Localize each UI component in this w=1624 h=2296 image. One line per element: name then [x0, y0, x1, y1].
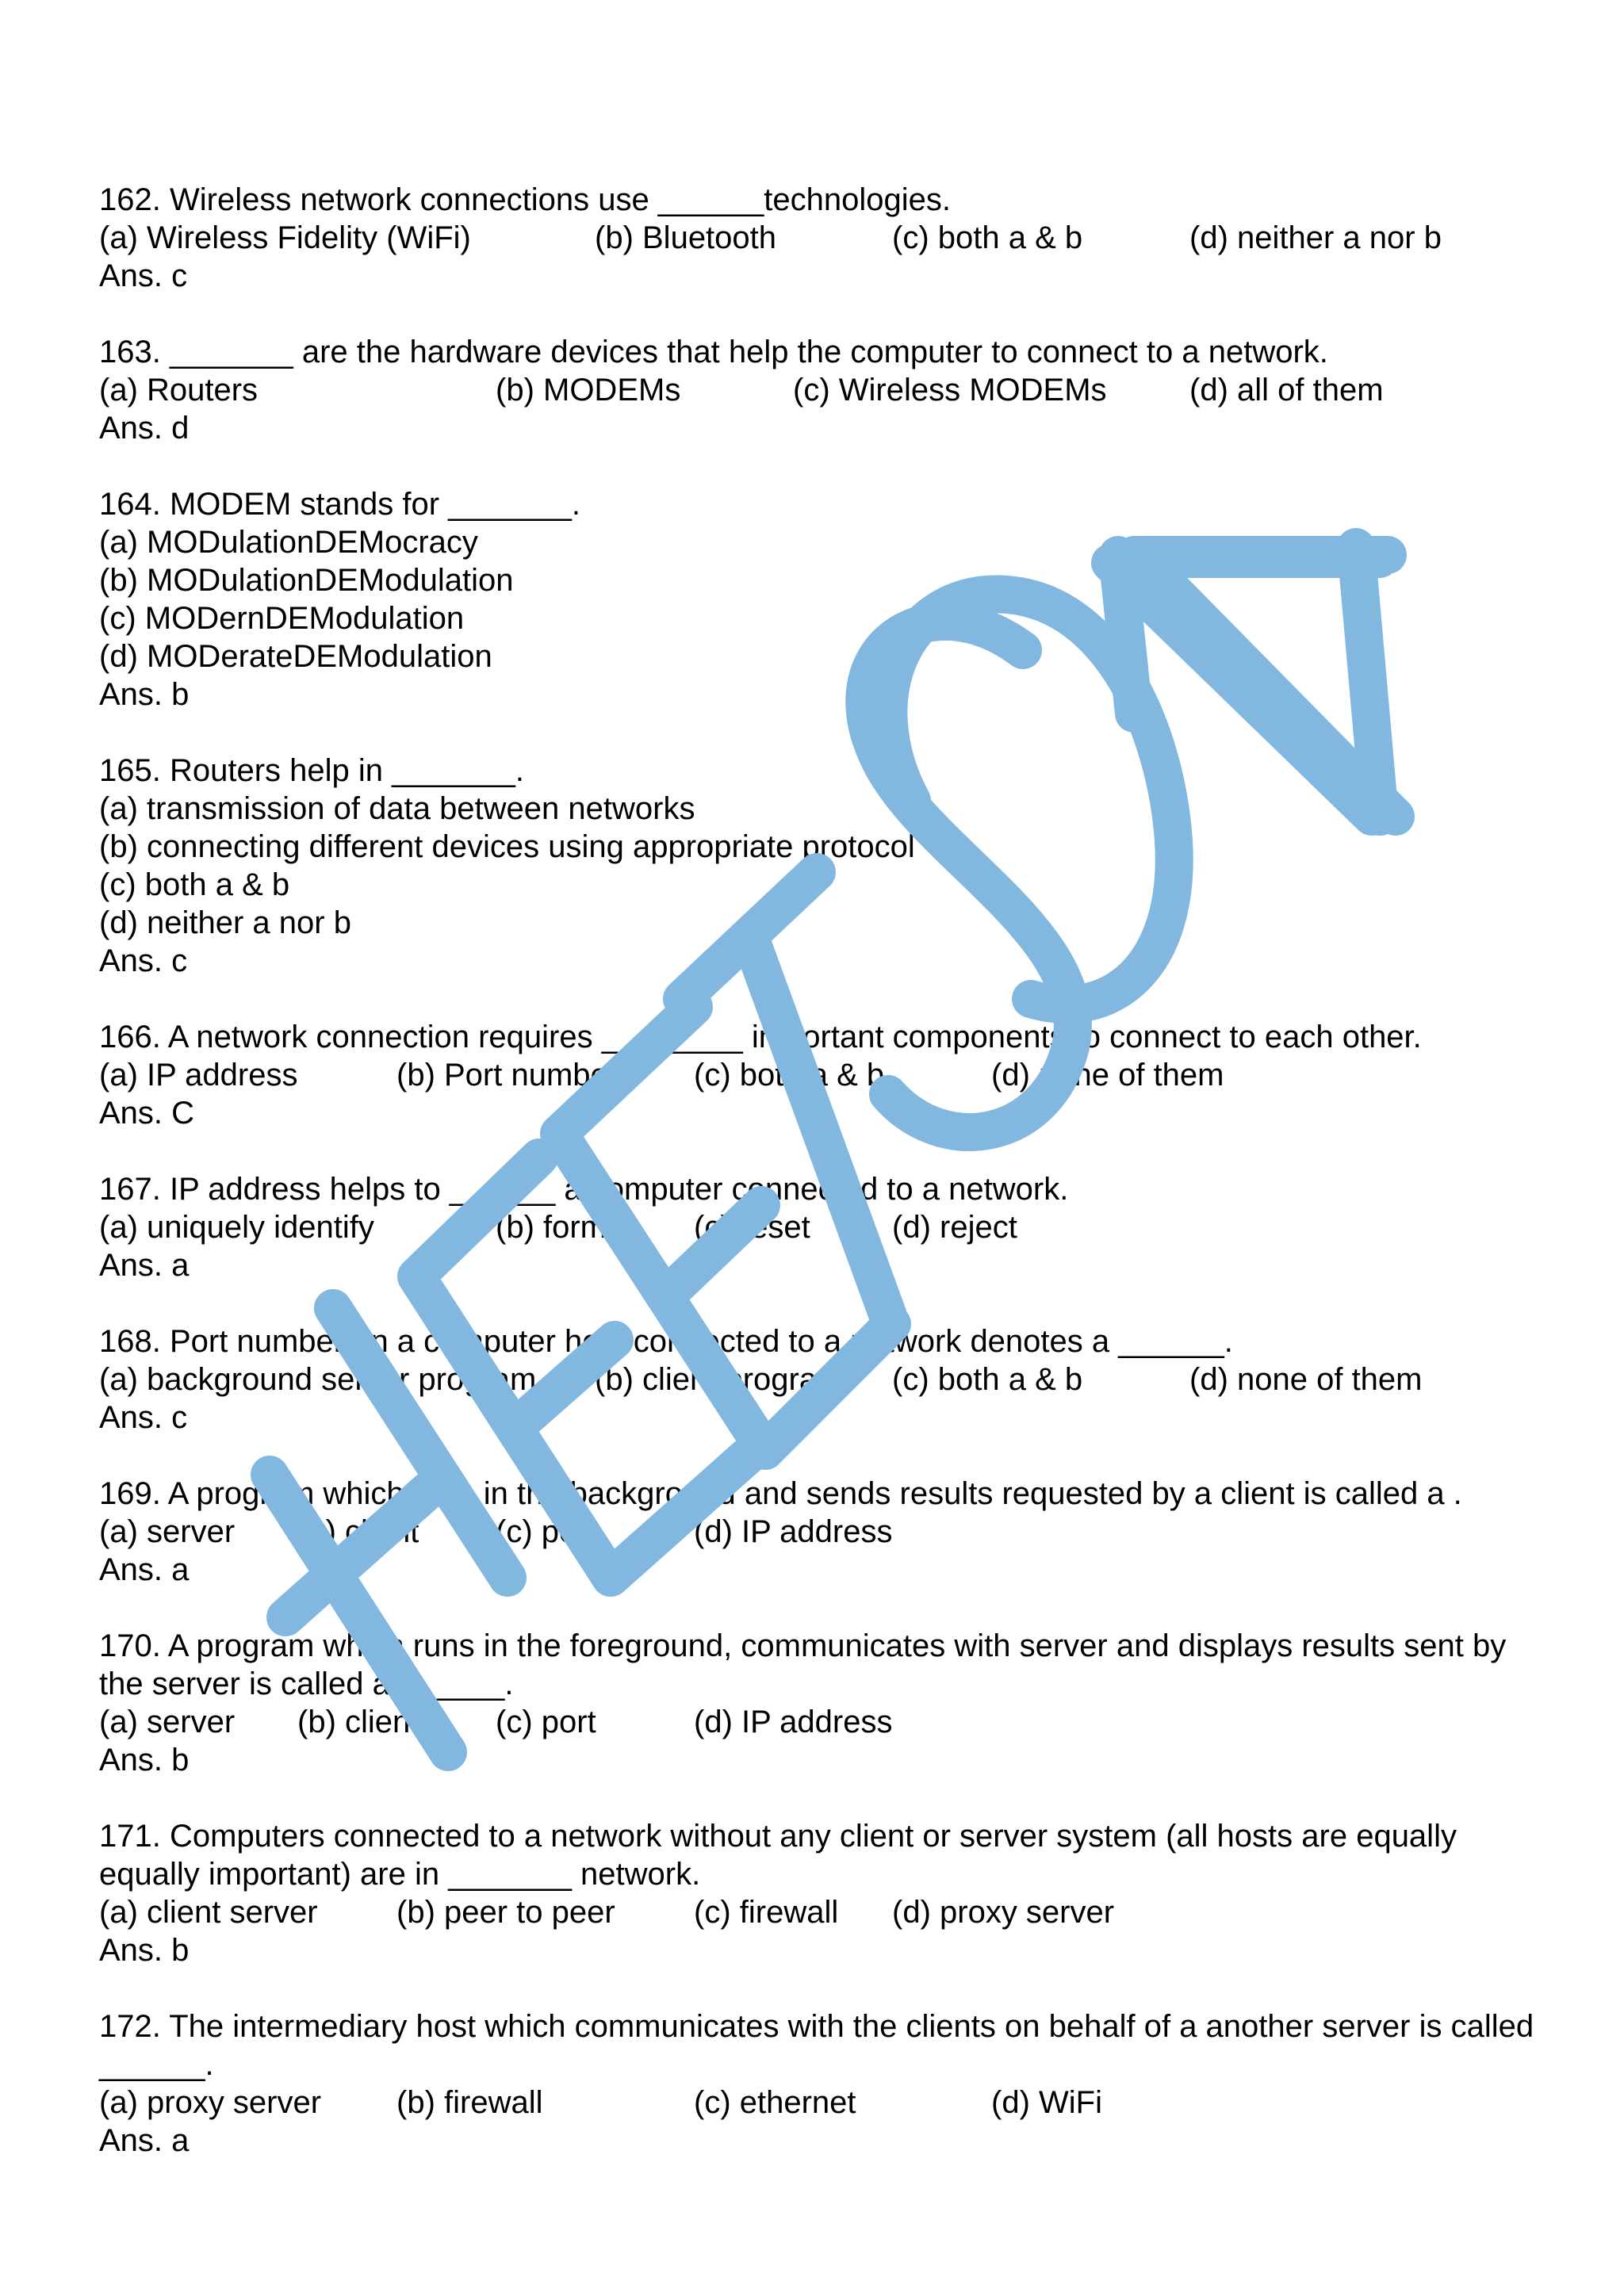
question-statement: Computers connected to a network without any client or server system (all hosts are equally equally important) are in _______ network. [99, 1819, 1457, 1892]
option-b[interactable]: (b) MODEMs [496, 373, 681, 408]
answer-text: Ans. c [99, 258, 188, 293]
question-text [99, 1322, 1542, 1360]
question-number: 166. [99, 1020, 161, 1054]
question-number: 162. [99, 182, 161, 217]
question-item [99, 485, 1542, 714]
option-b[interactable]: (b) firewall [396, 2085, 543, 2120]
answer-text: Ans. b [99, 1933, 190, 1968]
answer-text: Ans. b [99, 677, 190, 712]
option-d[interactable]: (d) none of them [1189, 1362, 1423, 1397]
question-text [99, 333, 1542, 371]
options-row [99, 1513, 1542, 1551]
question-number: 170. [99, 1628, 161, 1663]
question-statement: Wireless network connections use ______technologies. [169, 182, 952, 217]
question-item [99, 752, 1542, 980]
question-item [99, 1322, 1542, 1437]
question-item [99, 1817, 1542, 1969]
answer-text: Ans. a [99, 1552, 190, 1587]
options-row [99, 1893, 1542, 1931]
option-b[interactable]: (b) peer to peer [396, 1895, 615, 1930]
option-d[interactable]: (d) reject [892, 1210, 1017, 1245]
question-text [99, 1817, 1542, 1893]
options-row [99, 371, 1542, 409]
question-text [99, 2007, 1542, 2084]
question-text [99, 1018, 1542, 1056]
question-statement: MODEM stands for _______. [169, 487, 581, 522]
option-b[interactable]: (b) Port number [396, 1058, 619, 1093]
option-c[interactable]: (c) both a & b [892, 1362, 1083, 1397]
question-statement: IP address helps to ______ a computer connected to a network. [169, 1172, 1069, 1207]
option-a[interactable]: (a) server [99, 1705, 236, 1739]
options-row [99, 1360, 1542, 1399]
question-number: 165. [99, 753, 161, 788]
option-a[interactable]: (a) IP address [99, 1058, 298, 1093]
option-a[interactable]: (a) Wireless Fidelity (WiFi) [99, 220, 471, 255]
option-c[interactable]: (c) firewall [694, 1895, 839, 1930]
option-a[interactable]: (a) server [99, 1514, 236, 1549]
option-b[interactable]: (b) client [297, 1514, 419, 1549]
question-item [99, 1475, 1542, 1589]
answer-text: Ans. b [99, 1743, 190, 1777]
option-b[interactable]: (b) MODulationDEModulation [99, 563, 514, 598]
question-statement: The intermediary host which communicates with the clients on behalf of a another server is called ______. [99, 2009, 1534, 2082]
options-row [99, 1056, 1542, 1094]
option-a[interactable]: (a) client server [99, 1895, 318, 1930]
option-a[interactable]: (a) uniquely identify [99, 1210, 374, 1245]
option-c[interactable]: (c) ethernet [694, 2085, 856, 2120]
question-number: 163. [99, 335, 161, 369]
question-statement: A network connection requires ________ important components to connect to each other. [167, 1020, 1422, 1054]
option-a[interactable]: (a) Routers [99, 373, 259, 408]
option-d[interactable]: (d) all of them [1189, 373, 1384, 408]
option-d[interactable]: (d) IP address [694, 1705, 893, 1739]
question-number: 167. [99, 1172, 161, 1207]
option-a[interactable]: (a) transmission of data between networks [99, 791, 695, 826]
question-text [99, 1475, 1542, 1513]
question-statement: A program which runs in the background and sends results requested by a client is called a . [167, 1476, 1462, 1511]
option-c[interactable]: (c) Wireless MODEMs [793, 373, 1107, 408]
options-row [99, 1208, 1542, 1246]
options-row [99, 2084, 1542, 2122]
option-b[interactable]: (b) connecting different devices using appropriate protocol [99, 829, 915, 864]
question-text [99, 181, 1542, 219]
option-d[interactable]: (d) IP address [694, 1514, 893, 1549]
question-item [99, 333, 1542, 447]
question-item [99, 1627, 1542, 1779]
answer-text: Ans. c [99, 943, 188, 978]
answer-text: Ans. C [99, 1096, 195, 1131]
option-c[interactable]: (c) port [496, 1514, 596, 1549]
question-list [99, 181, 1542, 2198]
option-b[interactable]: (b) client [297, 1705, 419, 1739]
option-d[interactable]: (d) proxy server [892, 1895, 1115, 1930]
question-text [99, 485, 1542, 523]
question-statement: A program which runs in the foreground, communicates with server and displays results sent by the server is called a ______. [99, 1628, 1507, 1701]
options-row [99, 1703, 1542, 1741]
option-d[interactable]: (d) neither a nor b [99, 905, 351, 940]
option-c[interactable]: (c) both a & b [99, 867, 290, 902]
option-b[interactable]: (b) Bluetooth [595, 220, 777, 255]
option-c[interactable]: (c) both a & b [694, 1058, 885, 1093]
question-statement: _______ are the hardware devices that help the computer to connect to a network. [169, 335, 1328, 369]
option-d[interactable]: (d) none of them [991, 1058, 1224, 1093]
question-number: 172. [99, 2009, 161, 2044]
option-b[interactable]: (b) format [496, 1210, 634, 1245]
option-a[interactable]: (a) background server program [99, 1362, 537, 1397]
question-text [99, 752, 1542, 790]
option-d[interactable]: (d) MODerateDEModulation [99, 639, 492, 674]
question-number: 171. [99, 1819, 161, 1854]
option-a[interactable]: (a) MODulationDEMocracy [99, 525, 478, 560]
question-item [99, 2007, 1542, 2160]
answer-text: Ans. a [99, 1248, 190, 1283]
question-statement: Routers help in _______. [169, 753, 524, 788]
answer-text: Ans. d [99, 411, 190, 446]
option-d[interactable]: (d) WiFi [991, 2085, 1102, 2120]
option-b[interactable]: (b) client program [595, 1362, 844, 1397]
question-item [99, 181, 1542, 295]
question-item [99, 1018, 1542, 1132]
answer-text: Ans. a [99, 2123, 190, 2158]
question-number: 169. [99, 1476, 161, 1511]
option-c[interactable]: (c) port [496, 1705, 596, 1739]
answer-text: Ans. c [99, 1400, 188, 1435]
option-d[interactable]: (d) neither a nor b [1189, 220, 1442, 255]
question-statement: Port number on a computer host connected to a network denotes a ______. [169, 1324, 1233, 1359]
options-row [99, 219, 1542, 257]
question-number: 168. [99, 1324, 161, 1359]
option-c[interactable]: (c) reset [694, 1210, 810, 1245]
question-text [99, 1627, 1542, 1703]
question-number: 164. [99, 487, 161, 522]
option-c[interactable]: (c) MODernDEModulation [99, 601, 465, 636]
question-item [99, 1170, 1542, 1284]
option-c[interactable]: (c) both a & b [892, 220, 1083, 255]
question-text [99, 1170, 1542, 1208]
option-a[interactable]: (a) proxy server [99, 2085, 322, 2120]
